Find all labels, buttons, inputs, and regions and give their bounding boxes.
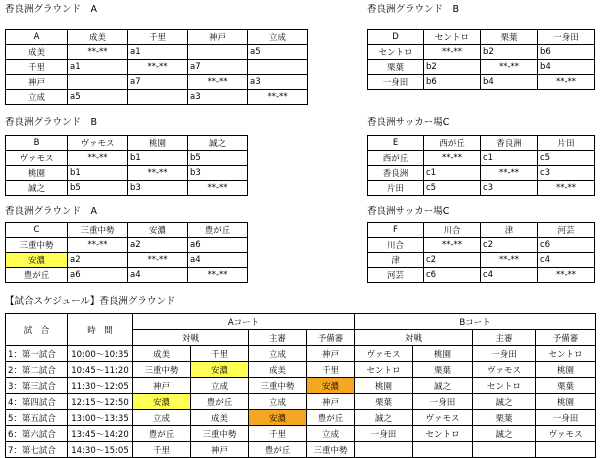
group-letter: F: [368, 223, 424, 238]
match-code: c2: [424, 253, 481, 268]
table-row: [368, 238, 595, 253]
team-name: 千里: [6, 60, 68, 75]
team-header: 成美: [68, 30, 128, 45]
match-code: c4: [538, 253, 595, 268]
court-b-team1: 誠之: [355, 410, 413, 426]
match-header: 試 合: [6, 314, 68, 346]
table-row: [6, 346, 596, 362]
table-row: [368, 45, 595, 60]
match-code: a3: [188, 90, 248, 105]
court-a-team2: 安濃: [191, 362, 249, 378]
table-row: [368, 268, 595, 283]
match-code: a1: [68, 60, 128, 75]
court-b-team2: [413, 442, 473, 458]
match-number: 2：第二試合: [6, 362, 68, 378]
team-header: 川合: [424, 223, 481, 238]
match-code: a7: [188, 60, 248, 75]
group-letter: A: [6, 30, 68, 45]
court-a-reserve: 三重中勢: [307, 442, 355, 458]
match-time: 13:00～13:35: [68, 410, 133, 426]
match-code: b5: [188, 151, 248, 166]
match-code: b6: [538, 45, 595, 60]
team-name: 誠之: [6, 181, 68, 196]
group-e-title: 香良洲サッカー場C: [367, 117, 450, 128]
empty-cell: [128, 90, 188, 105]
court-b-reserve: 栗葉: [536, 378, 596, 394]
match-code: c2: [481, 238, 538, 253]
table-row: [6, 442, 596, 458]
match-code: a4: [188, 253, 248, 268]
table-row: [368, 181, 595, 196]
court-b-referee: 一身田: [473, 346, 536, 362]
match-code: a4: [128, 268, 188, 283]
table-row: [368, 75, 595, 90]
team-header: セントロ: [424, 30, 481, 45]
group-f-table: [367, 222, 595, 283]
court-a-team2: 千里: [191, 346, 249, 362]
team-name: 西が丘: [368, 151, 424, 166]
team-name: 栗葉: [368, 60, 424, 75]
match-code: a2: [68, 253, 128, 268]
group-b-title: 香良洲グラウンド B: [5, 117, 98, 128]
score-cell: **-**: [481, 166, 538, 181]
empty-cell: [188, 45, 248, 60]
group-b-table: [5, 135, 248, 196]
match-time: 11:30～12:05: [68, 378, 133, 394]
match-code: a5: [248, 45, 308, 60]
team-name: 立成: [6, 90, 68, 105]
score-cell: **-**: [481, 60, 538, 75]
court-b-team1: [355, 442, 413, 458]
team-name: 安濃: [6, 253, 68, 268]
court-b-referee: [473, 442, 536, 458]
team-name: 神戸: [6, 75, 68, 90]
group-f-title: 香良洲サッカー場C: [367, 206, 450, 217]
table-row: [368, 60, 595, 75]
court-b-referee: ヴァモス: [473, 362, 536, 378]
court-b-team1: 栗葉: [355, 394, 413, 410]
group-e-table: [367, 135, 595, 196]
match-code: c6: [538, 238, 595, 253]
team-header: 桃園: [128, 136, 188, 151]
court-a-vs-header: 対戦: [133, 330, 249, 346]
court-b-reserve: 桃園: [536, 362, 596, 378]
court-b-referee: 誠之: [473, 426, 536, 442]
score-cell: **-**: [68, 151, 128, 166]
group-d-table: [367, 29, 595, 90]
score-cell: **-**: [68, 238, 128, 253]
team-name: 三重中勢: [6, 238, 68, 253]
table-row: [6, 151, 248, 166]
match-code: a1: [128, 45, 188, 60]
court-a-referee: 豊が丘: [249, 442, 307, 458]
court-a-referee-header: 主審: [249, 330, 307, 346]
table-row: [368, 253, 595, 268]
table-row: [368, 151, 595, 166]
court-a-referee: 安濃: [249, 410, 307, 426]
score-cell: **-**: [188, 75, 248, 90]
match-code: c3: [481, 181, 538, 196]
team-header: 神戸: [188, 30, 248, 45]
table-row: [6, 268, 248, 283]
table-row: [6, 378, 596, 394]
team-header: ヴァモス: [68, 136, 128, 151]
court-a-team1: 豊が丘: [133, 426, 191, 442]
match-code: a6: [68, 268, 128, 283]
match-number: 5：第五試合: [6, 410, 68, 426]
match-code: c5: [424, 181, 481, 196]
court-b-reserve: ヴァモス: [536, 426, 596, 442]
time-header: 時 間: [68, 314, 133, 346]
court-b-team1: セントロ: [355, 362, 413, 378]
group-letter: E: [368, 136, 424, 151]
court-b-vs-header: 対戦: [355, 330, 473, 346]
team-name: 桃園: [6, 166, 68, 181]
table-row: [6, 253, 248, 268]
court-a-team1: 三重中勢: [133, 362, 191, 378]
court-b-team2: 栗葉: [413, 362, 473, 378]
court-a-team2: 豊が丘: [191, 394, 249, 410]
court-b-team2: 一身田: [413, 394, 473, 410]
match-code: b6: [424, 75, 481, 90]
match-code: a7: [128, 75, 188, 90]
group-c-table: [5, 222, 248, 283]
court-b-referee: 誠之: [473, 394, 536, 410]
court-b-team1: ヴァモス: [355, 346, 413, 362]
table-row: [6, 362, 596, 378]
table-row: [6, 394, 596, 410]
court-a-referee: 千里: [249, 426, 307, 442]
match-number: 4：第四試合: [6, 394, 68, 410]
empty-cell: [248, 60, 308, 75]
score-cell: **-**: [424, 151, 481, 166]
court-b-reserve-header: 予備審: [536, 330, 596, 346]
team-name: ヴァモス: [6, 151, 68, 166]
court-b-reserve: 一身田: [536, 410, 596, 426]
table-row: [6, 90, 308, 105]
match-time: 12:15～12:50: [68, 394, 133, 410]
team-header: 津: [481, 223, 538, 238]
team-name: 片田: [368, 181, 424, 196]
team-header: 安濃: [128, 223, 188, 238]
match-code: b4: [481, 75, 538, 90]
score-cell: **-**: [68, 45, 128, 60]
court-a-team1: 千里: [133, 442, 191, 458]
court-b-team1: 一身田: [355, 426, 413, 442]
court-b-reserve: セントロ: [536, 346, 596, 362]
court-a-team2: 立成: [191, 378, 249, 394]
score-cell: **-**: [538, 181, 595, 196]
score-cell: **-**: [481, 253, 538, 268]
match-code: b4: [538, 60, 595, 75]
team-name: 一身田: [368, 75, 424, 90]
court-a-referee: 三重中勢: [249, 378, 307, 394]
court-a-reserve: 千里: [307, 362, 355, 378]
team-name: 川合: [368, 238, 424, 253]
team-header: 栗葉: [481, 30, 538, 45]
match-code: c1: [424, 166, 481, 181]
group-d-title: 香良洲グラウンド B: [367, 4, 460, 15]
court-b-team2: セントロ: [413, 426, 473, 442]
score-cell: **-**: [188, 268, 248, 283]
match-code: a6: [188, 238, 248, 253]
court-a-team1: 神戸: [133, 378, 191, 394]
table-row: [368, 166, 595, 181]
score-cell: **-**: [424, 238, 481, 253]
match-code: c6: [424, 268, 481, 283]
court-a-team2: 神戸: [191, 442, 249, 458]
match-number: 6：第六試合: [6, 426, 68, 442]
court-b-team2: 桃園: [413, 346, 473, 362]
team-name: 成美: [6, 45, 68, 60]
court-a-reserve: 神戸: [307, 346, 355, 362]
court-a-reserve: 神戸: [307, 394, 355, 410]
score-cell: **-**: [248, 90, 308, 105]
team-header: 香良洲: [481, 136, 538, 151]
score-cell: **-**: [538, 268, 595, 283]
group-letter: C: [6, 223, 68, 238]
match-code: c5: [538, 151, 595, 166]
score-cell: **-**: [538, 75, 595, 90]
court-b-referee-header: 主審: [473, 330, 536, 346]
match-code: b1: [68, 166, 128, 181]
court-b-referee: セントロ: [473, 378, 536, 394]
team-name: 豊が丘: [6, 268, 68, 283]
table-row: [6, 410, 596, 426]
court-a-reserve: 安濃: [307, 378, 355, 394]
score-cell: **-**: [188, 181, 248, 196]
court-b-team2: ヴァモス: [413, 410, 473, 426]
match-code: b3: [128, 181, 188, 196]
match-code: b2: [424, 60, 481, 75]
score-cell: **-**: [128, 253, 188, 268]
empty-cell: [68, 75, 128, 90]
match-code: b2: [481, 45, 538, 60]
match-code: a5: [68, 90, 128, 105]
group-letter: B: [6, 136, 68, 151]
court-a-referee: 成美: [249, 362, 307, 378]
court-a-team2: 三重中勢: [191, 426, 249, 442]
match-code: b3: [188, 166, 248, 181]
court-a-reserve: 立成: [307, 426, 355, 442]
court-a-reserve-header: 予備審: [307, 330, 355, 346]
court-a-referee: 立成: [249, 346, 307, 362]
match-code: c4: [481, 268, 538, 283]
court-a-team1: 成美: [133, 346, 191, 362]
team-header: 千里: [128, 30, 188, 45]
court-a-reserve: 豊が丘: [307, 410, 355, 426]
team-name: 香良洲: [368, 166, 424, 181]
court-b-referee: 栗葉: [473, 410, 536, 426]
match-time: 10:45～11:20: [68, 362, 133, 378]
group-c-title: 香良洲グラウンド A: [5, 206, 97, 217]
table-row: [6, 181, 248, 196]
team-header: 一身田: [538, 30, 595, 45]
court-b-team2: 誠之: [413, 378, 473, 394]
match-code: b1: [128, 151, 188, 166]
table-row: [6, 60, 308, 75]
match-time: 10:00～10:35: [68, 346, 133, 362]
court-a-team2: 成美: [191, 410, 249, 426]
court-a-team1: 安濃: [133, 394, 191, 410]
court-a-header: Aコート: [133, 314, 355, 330]
match-number: 3：第三試合: [6, 378, 68, 394]
team-name: 津: [368, 253, 424, 268]
match-code: b5: [68, 181, 128, 196]
table-row: [6, 166, 248, 181]
table-row: [6, 238, 248, 253]
score-cell: **-**: [128, 60, 188, 75]
court-b-reserve: 桃園: [536, 394, 596, 410]
match-number: 7：第七試合: [6, 442, 68, 458]
team-header: 西が丘: [424, 136, 481, 151]
match-time: 13:45～14:20: [68, 426, 133, 442]
table-row: [6, 45, 308, 60]
team-header: 誠之: [188, 136, 248, 151]
match-code: c3: [538, 166, 595, 181]
group-a-title: 香良洲グラウンド A: [5, 4, 97, 15]
table-row: [6, 426, 596, 442]
team-header: 片田: [538, 136, 595, 151]
match-code: c1: [481, 151, 538, 166]
schedule-table: [5, 313, 596, 458]
court-a-team1: 立成: [133, 410, 191, 426]
match-number: 1：第一試合: [6, 346, 68, 362]
match-code: a3: [248, 75, 308, 90]
score-cell: **-**: [128, 166, 188, 181]
table-row: [6, 75, 308, 90]
team-header: 河芸: [538, 223, 595, 238]
team-name: セントロ: [368, 45, 424, 60]
team-header: 立成: [248, 30, 308, 45]
match-code: a2: [128, 238, 188, 253]
team-header: 豊が丘: [188, 223, 248, 238]
team-name: 河芸: [368, 268, 424, 283]
court-b-header: Bコート: [355, 314, 596, 330]
court-a-referee: 立成: [249, 394, 307, 410]
group-letter: D: [368, 30, 424, 45]
match-time: 14:30～15:05: [68, 442, 133, 458]
score-cell: **-**: [424, 45, 481, 60]
schedule-title: 【試合スケジュール】香良洲グラウンド: [5, 296, 176, 307]
team-header: 三重中勢: [68, 223, 128, 238]
court-b-team1: 桃園: [355, 378, 413, 394]
group-a-table: [5, 29, 308, 105]
court-b-reserve: [536, 442, 596, 458]
